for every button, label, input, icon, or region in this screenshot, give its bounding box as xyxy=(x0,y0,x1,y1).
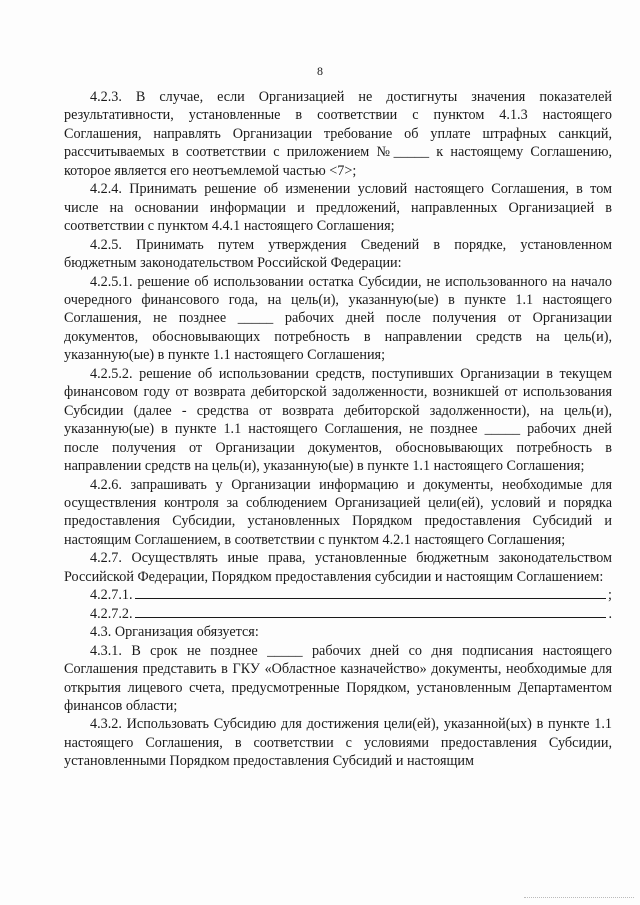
paragraph-4-2-4: 4.2.4. Принимать решение об изменении условий настоящего Соглашения, в том числе на основании информации и предложений, направленных Организацией в соответствии с пунктом 4.4.1 настоящего Соглашения; xyxy=(64,181,612,235)
blank-item-terminator: ; xyxy=(608,587,612,604)
paragraph-4-2-6: 4.2.6. запрашивать у Организации информацию и документы, необходимые для осуществления контроля за соблюдением Организацией цели(ей), условий и порядка предоставления Субсидии, установленных Порядком предоставления Субсидий и настоящим Соглашением, в соответствии с пунктом 4.2.1 настоящего Соглашения; xyxy=(64,476,612,548)
paragraph-4-3-1: 4.3.1. В срок не позднее _____ рабочих дней со дня подписания настоящего Соглашения представить в ГКУ «Областное казначейство» документы, необходимые для открытия лицевого счета, предусмотренные Порядком, установленным Департаментом финансов области; xyxy=(64,642,612,714)
blank-item-4-2-7-2 xyxy=(64,605,612,623)
paragraph-4-2-5-1: 4.2.5.1. решение об использовании остатка Субсидии, не использованного на начало очередного финансового года, на цель(и), указанную(ые) в пункте 1.1 настоящего Соглашения, не позднее _____ рабочих дней после получения от Организации документов, обосновывающих потребность в направлении средств на цель(и), указанную(ые) в пункте 1.1 настоящего Соглашения; xyxy=(64,273,612,364)
blank-item-4-2-7-1 xyxy=(64,586,612,604)
paragraph-4-3: 4.3. Организация обязуется: xyxy=(90,624,259,641)
blank-fill-line xyxy=(135,586,606,599)
paragraph-4-2-5-2: 4.2.5.2. решение об использовании средств, поступивших Организации в текущем финансовом году от возврата дебиторской задолженности, возникшей от использования Субсидии (далее - средства от возврата дебиторской задолженности), на цель(и), указанную(ые) в пункте 1.1 настоящего Соглашения, не позднее _____ рабочих дней после получения от Организации документов, обосновывающих потребность в направлении средств на цель(и), указанную(ые) в пункте 1.1 настоящего Соглашения; xyxy=(64,365,612,475)
paragraph-4-2-5: 4.2.5. Принимать путем утверждения Сведений в порядке, установленном бюджетным законодательством Российской Федерации: xyxy=(64,236,612,272)
blank-item-terminator: . xyxy=(608,605,612,622)
blank-fill-line xyxy=(135,605,607,618)
scan-edge-mark xyxy=(524,897,634,899)
paragraph-4-2-7: 4.2.7. Осуществлять иные права, установленные бюджетным законодательством Российской Федерации, Порядком предоставления субсидии и настоящим Соглашением: xyxy=(64,550,612,585)
page-number: 8 xyxy=(317,64,323,78)
paragraph-4-3-2: 4.3.2. Использовать Субсидию для достижения цели(ей), указанной(ых) в пункте 1.1 настоящего Соглашения, в соответствии с условиями предоставления Субсидии, установленными Порядком предоставления Субсидий и настоящим xyxy=(64,716,612,770)
paragraph-4-2-3: 4.2.3. В случае, если Организацией не достигнуты значения показателей результативности, установленные в соответствии с пунктом 4.1.3 настоящего Соглашения, направлять Организации требование об уплате штрафных санкций, рассчитываемых в соответствии с приложением №_____ к настоящему Соглашению, которое является его неотъемлемой частью <7>; xyxy=(64,89,612,179)
blank-item-number: 4.2.7.1. xyxy=(90,587,133,604)
document-body xyxy=(64,88,612,771)
blank-item-number: 4.2.7.2. xyxy=(90,605,133,622)
